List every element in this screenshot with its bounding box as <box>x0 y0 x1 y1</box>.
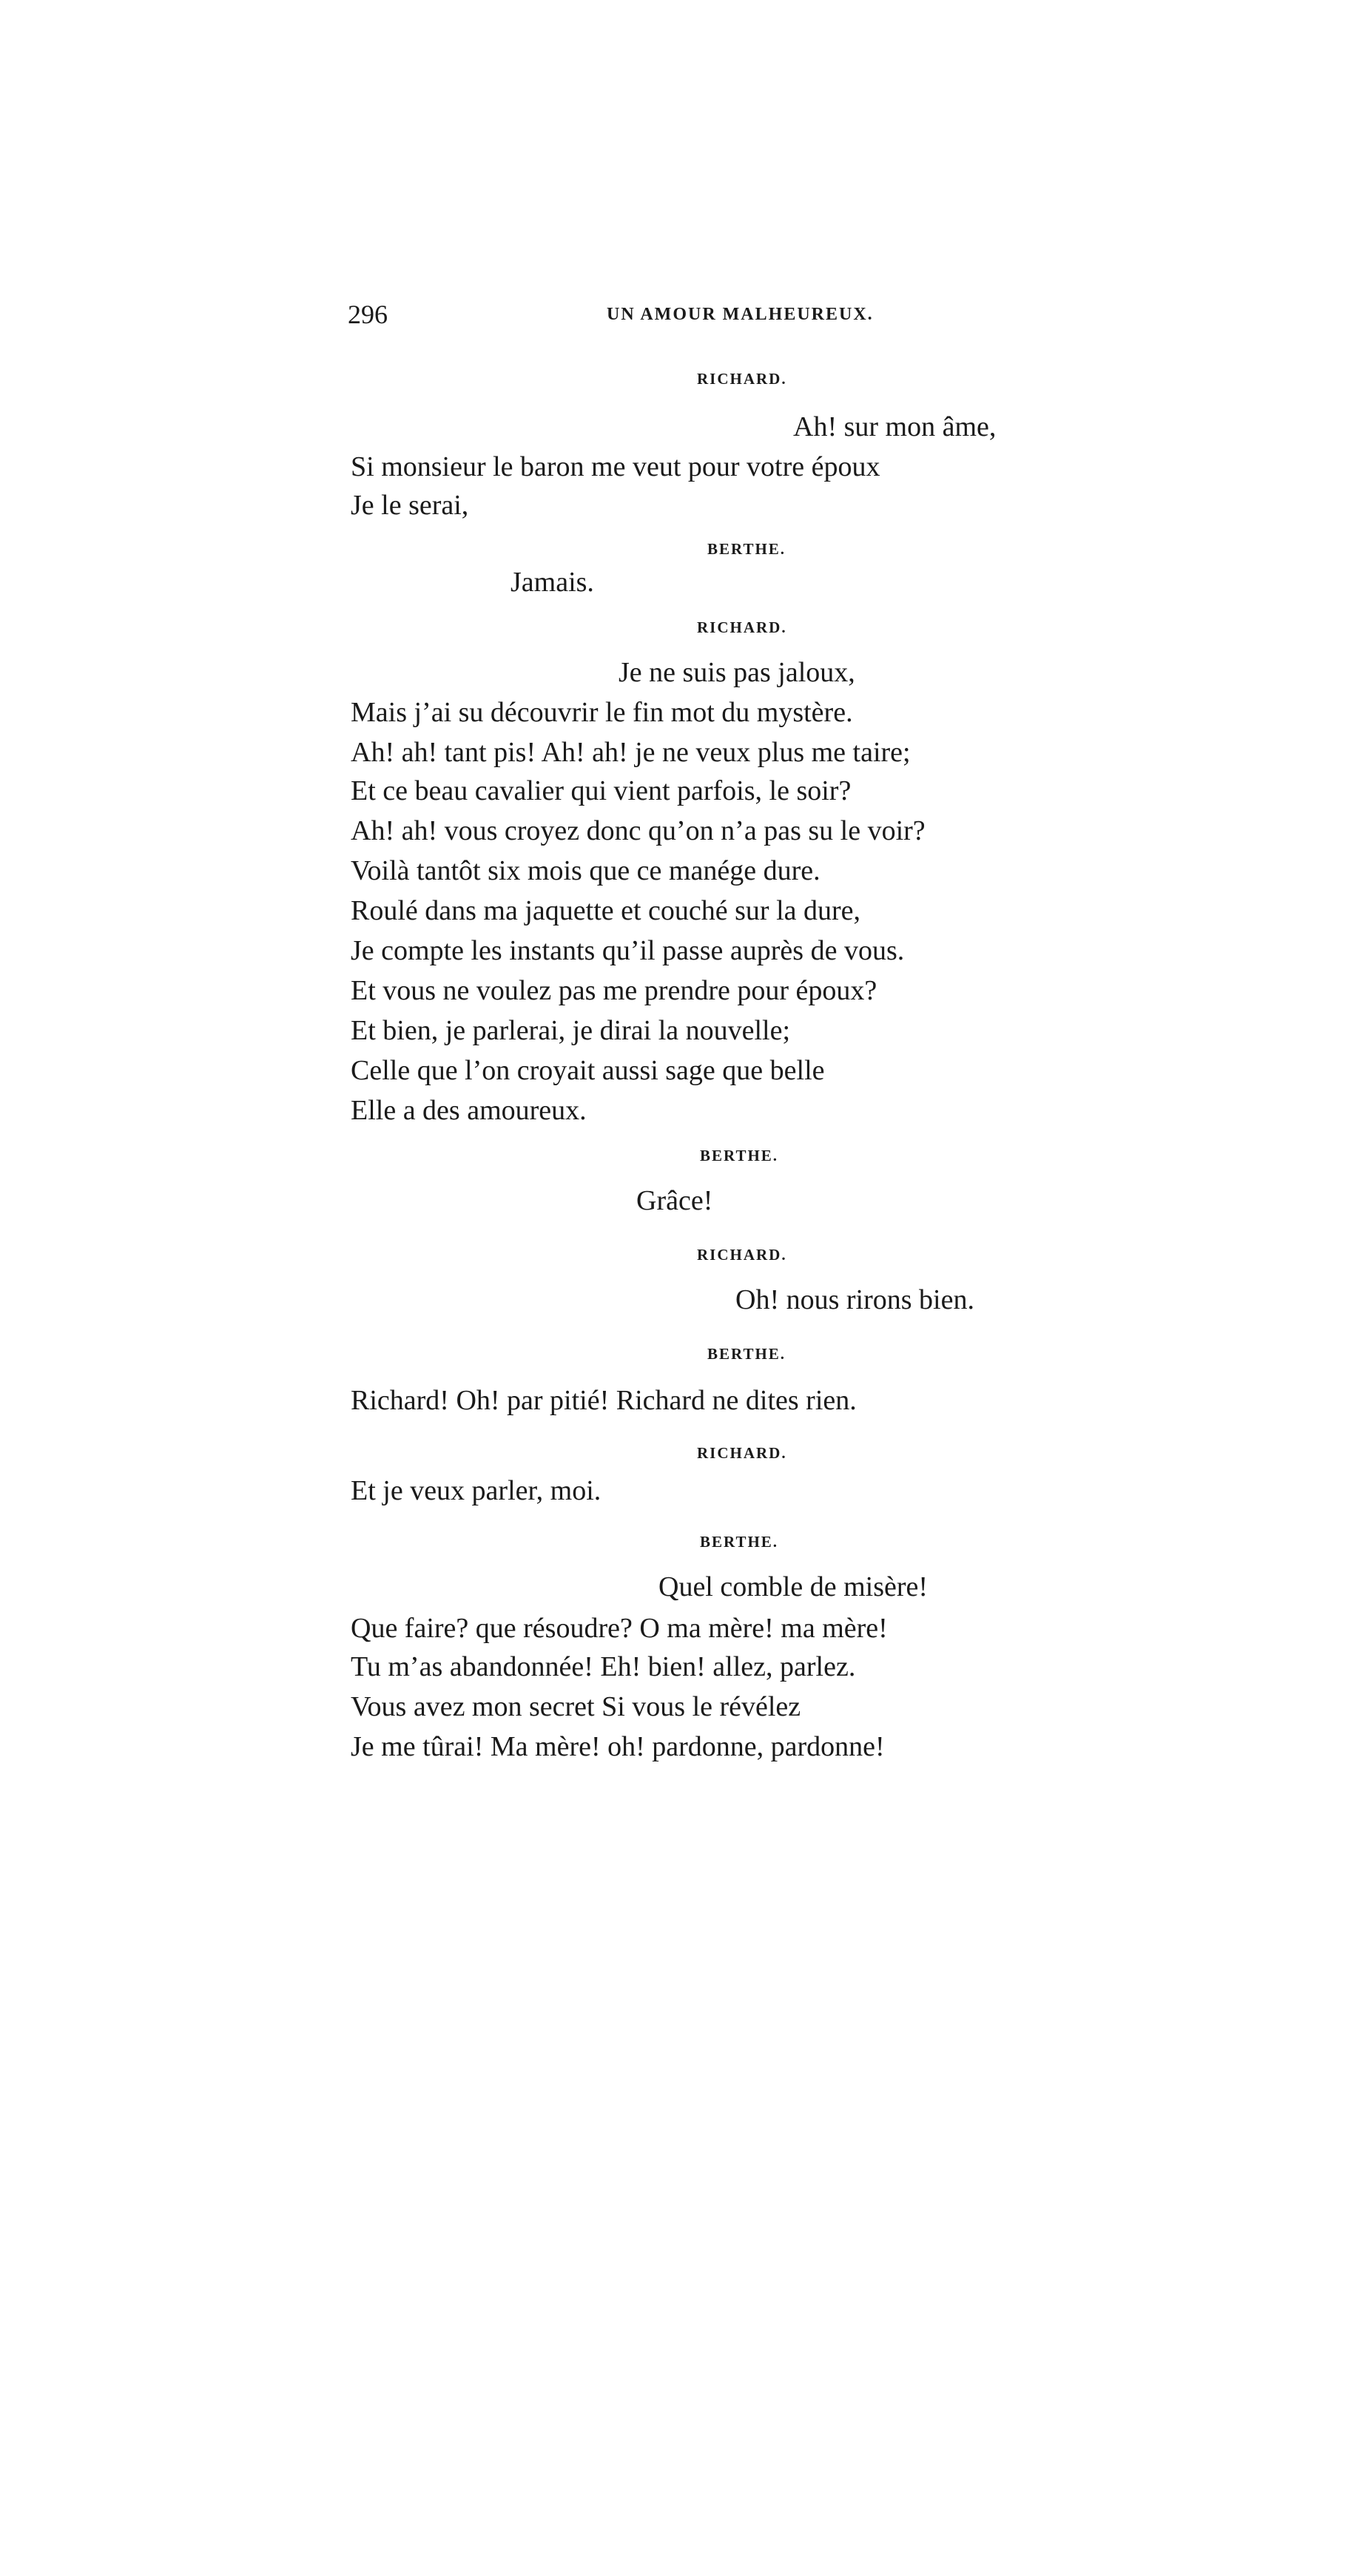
verse-line: Si monsieur le baron me veut pour votre époux <box>351 451 880 482</box>
verse-line: Ah! ah! tant pis! Ah! ah! je ne veux plus me taire; <box>351 737 911 768</box>
verse-line: Grâce! <box>636 1185 713 1216</box>
verse-line: Ah! ah! vous croyez donc qu’on n’a pas su le voir? <box>351 815 926 846</box>
verse-line: Et bien, je parlerai, je dirai la nouvelle; <box>351 1015 791 1046</box>
verse-line: Et je veux parler, moi. <box>351 1475 602 1506</box>
running-title: UN AMOUR MALHEUREUX. <box>607 305 874 324</box>
verse-line: Je compte les instants qu’il passe auprès de vous. <box>351 935 905 966</box>
verse-line: Et vous ne voulez pas me prendre pour époux? <box>351 975 877 1006</box>
verse-line: Jamais. <box>511 567 594 598</box>
verse-line: Roulé dans ma jaquette et couché sur la dure, <box>351 895 861 926</box>
verse-line: Et ce beau cavalier qui vient parfois, le soir? <box>351 775 852 806</box>
verse-line: Oh! nous rirons bien. <box>735 1284 974 1315</box>
verse-line: Richard! Oh! par pitié! Richard ne dites rien. <box>351 1385 857 1416</box>
verse-line: Voilà tantôt six mois que ce manége dure. <box>351 855 821 886</box>
verse-line: Celle que l’on croyait aussi sage que belle <box>351 1055 825 1086</box>
verse-line: Elle a des amoureux. <box>351 1095 587 1126</box>
page-number: 296 <box>348 300 388 329</box>
page-header <box>348 299 1051 336</box>
speaker-berthe: BERTHE. <box>700 1533 779 1551</box>
verse-line: Quel comble de misère! <box>658 1571 929 1602</box>
verse-line: Tu m’as abandonnée! Eh! bien! allez, parlez. <box>351 1651 856 1682</box>
speaker-berthe: BERTHE. <box>707 540 786 558</box>
speaker-richard: RICHARD. <box>697 1444 787 1462</box>
verse-line: Ah! sur mon âme, <box>793 411 997 442</box>
verse-line: Que faire? que résoudre? O ma mère! ma mère! <box>351 1613 888 1644</box>
speaker-richard: RICHARD. <box>697 1246 787 1264</box>
speaker-richard: RICHARD. <box>697 370 787 388</box>
speaker-berthe: BERTHE. <box>707 1345 786 1363</box>
verse-line: Je le serai, <box>351 490 469 521</box>
verse-line: Je ne suis pas jaloux, <box>619 657 855 688</box>
verse-line: Mais j’ai su découvrir le fin mot du mystère. <box>351 697 853 728</box>
verse-line: Je me tûrai! Ma mère! oh! pardonne, pardonne! <box>351 1731 885 1762</box>
speaker-berthe: BERTHE. <box>700 1147 779 1164</box>
verse-line: Vous avez mon secret Si vous le révélez <box>351 1691 801 1722</box>
speaker-richard: RICHARD. <box>697 618 787 636</box>
